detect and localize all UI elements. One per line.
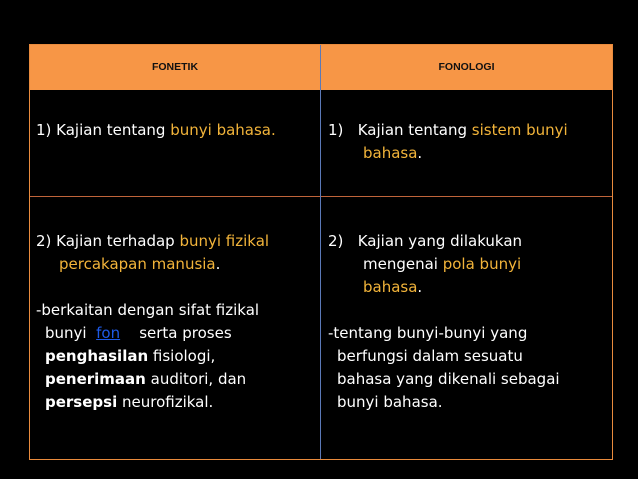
row1-fonetik-cell bbox=[36, 119, 276, 142]
column-divider bbox=[320, 45, 321, 459]
row2-left-dash-line: -berkaitan dengan sifat fizikal bbox=[36, 301, 260, 319]
row1-right-number: 1) bbox=[328, 121, 344, 139]
row2-right-line-4: bunyi bahasa. bbox=[337, 393, 443, 411]
row2-left-highlight: bunyi fizikal bbox=[179, 232, 270, 250]
row2-left-end: . bbox=[215, 255, 221, 273]
row2-right-highlight-2: bahasa bbox=[363, 278, 418, 296]
row2-right-dash-line: -tentang bunyi-bunyi yang bbox=[328, 324, 528, 342]
row2-fonologi-cell bbox=[328, 230, 560, 414]
penghasilan-bold: penghasilan bbox=[45, 347, 149, 365]
fon-link[interactable]: fon bbox=[96, 324, 121, 342]
row2-right-end: . bbox=[417, 278, 423, 296]
row2-right-line-3: bahasa yang dikenali sebagai bbox=[337, 370, 560, 388]
row2-right-text: Kajian yang dilakukan bbox=[357, 232, 523, 250]
row1-right-text: Kajian tentang bbox=[357, 121, 472, 139]
row2-left-text: 2) Kajian terhadap bbox=[36, 232, 180, 250]
row2-fonetik-cell bbox=[36, 230, 269, 414]
row2-right-number: 2) bbox=[328, 232, 344, 250]
row1-fonologi-cell bbox=[328, 119, 568, 165]
table-header-row bbox=[30, 45, 612, 90]
comparison-table bbox=[29, 44, 613, 460]
persepsi-bold: persepsi bbox=[45, 393, 118, 411]
row1-right-highlight-2: bahasa bbox=[363, 144, 418, 162]
fisiologi-text: fisiologi, bbox=[148, 347, 216, 365]
auditori-text: auditori, dan bbox=[145, 370, 247, 388]
penerimaan-bold: penerimaan bbox=[45, 370, 146, 388]
row2-right-line-2: berfungsi dalam sesuatu bbox=[337, 347, 523, 365]
row2-right-prefix: mengenai bbox=[363, 255, 443, 273]
row2-right-highlight: pola bunyi bbox=[442, 255, 522, 273]
row-divider bbox=[30, 196, 612, 197]
header-fonologi: FONOLOGI bbox=[438, 61, 495, 73]
row2-left-highlight-2: percakapan manusia bbox=[59, 255, 216, 273]
serta-text: serta proses bbox=[139, 324, 232, 342]
row1-right-end: . bbox=[417, 144, 423, 162]
row1-left-text: 1) Kajian tentang bbox=[36, 121, 171, 139]
row1-right-highlight: sistem bunyi bbox=[471, 121, 568, 139]
row1-left-highlight: bunyi bahasa. bbox=[170, 121, 276, 139]
header-fonetik: FONETIK bbox=[151, 61, 199, 73]
neuro-text: neurofizikal. bbox=[117, 393, 214, 411]
bunyi-word: bunyi bbox=[45, 324, 87, 342]
